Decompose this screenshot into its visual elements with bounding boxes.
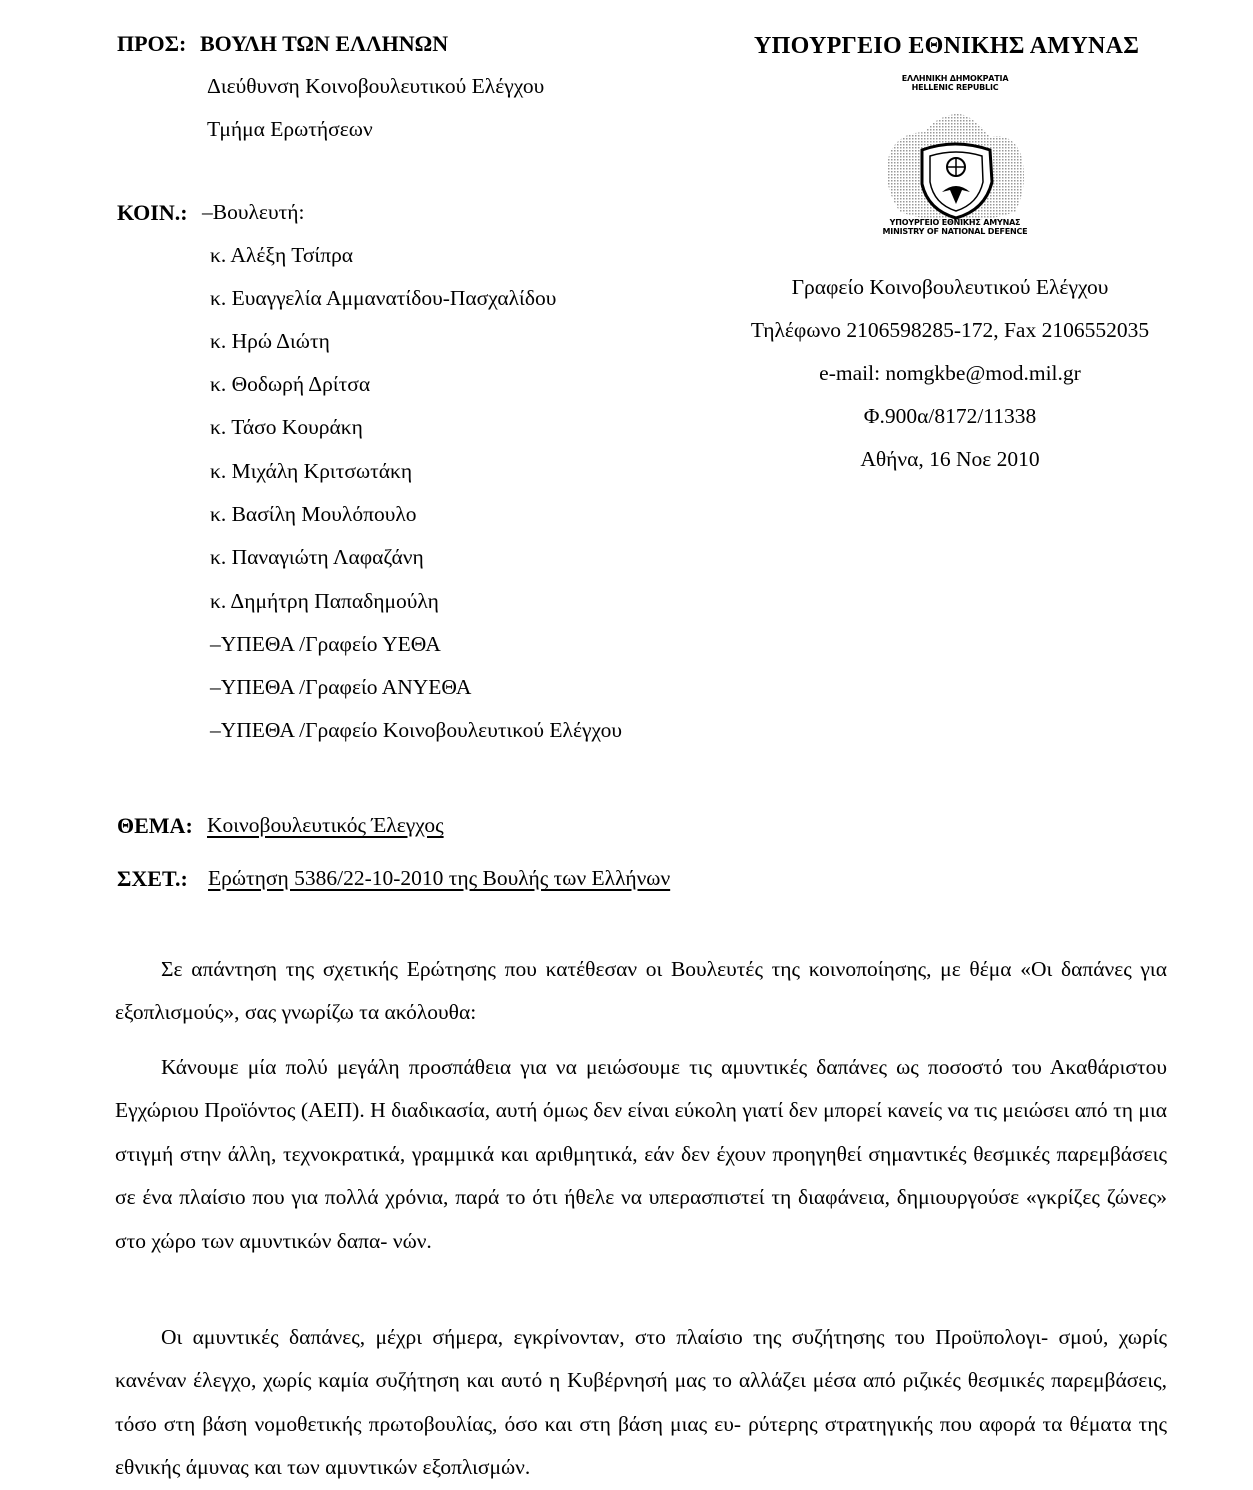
related-label: ΣΧΕΤ.:	[117, 866, 188, 891]
sender-email[interactable]: e-mail: nomgkbe@mod.mil.gr	[819, 361, 1081, 385]
cc-member: κ. Θοδωρή Δρίτσα	[210, 372, 371, 396]
related-value: Ερώτηση 5386/22-10-2010 της Βουλής των Ελλήνων	[208, 866, 671, 890]
cc-member: κ. Αλέξη Τσίπρα	[210, 243, 354, 267]
place-date: Αθήνα, 16 Νοε 2010	[860, 447, 1040, 471]
cc-member: κ. Ευαγγελία Αμμανατίδου-Πασχαλίδου	[210, 286, 557, 310]
sender-office: Γραφείο Κοινοβουλευτικού Ελέγχου	[791, 275, 1109, 299]
logo-caption: ΥΠΟΥΡΓΕΙΟ ΕΘΝΙΚΗΣ ΑΜΥΝΑΣ	[889, 218, 1021, 227]
cc-office: –ΥΠΕΘΑ /Γραφείο ΥΕΘΑ	[210, 632, 441, 656]
cc-member: κ. Βασίλη Μουλόπουλο	[210, 502, 417, 526]
subject-label: ΘΕΜΑ:	[117, 813, 193, 838]
cc-office: –ΥΠΕΘΑ /Γραφείο Κοινοβουλευτικού Ελέγχου	[210, 718, 622, 742]
logo-caption: MINISTRY OF NATIONAL DEFENCE	[882, 227, 1028, 236]
reference-number: Φ.900α/8172/11338	[863, 404, 1037, 428]
recipient-name: ΒΟΥΛΗ ΤΩΝ ΕΛΛΗΝΩΝ	[200, 31, 449, 56]
logo-caption: HELLENIC REPUBLIC	[911, 83, 999, 92]
paragraph-text: Σε απάντηση της σχετικής Ερώτησης που κατέθεσαν οι Βουλευτές της κοινοποίησης, με θέμα «Οι δαπάνες για εξοπλισμούς», σας γνωρίζω τα ακόλουθα:	[115, 957, 1167, 1025]
cc-header: –Βουλευτή:	[202, 200, 305, 224]
cc-member: κ. Ηρώ Διώτη	[210, 329, 330, 353]
body-paragraph	[115, 1316, 1167, 1490]
cc-member: κ. Μιχάλη Κριτσωτάκη	[210, 459, 413, 483]
paragraph-text: Οι αμυντικές δαπάνες, μέχρι σήμερα, εγκρίνονταν, στο πλαίσιο της συζήτησης του Προϋπολογι- σμού, χωρίς κανέναν έλεγχο, χωρίς καμία συζήτηση και αυτό η Κυβέρνησή μας το αλλάζει μέσα από ριζικές θεσμικές παρεμβάσεις, τόσο στη βάση νομοθετικής πρωτοβουλίας, όσο και στη βάση μιας ευ- ρύτερης στρατηγικής που αφορά τα θέματα της εθνικής άμυνας και των αμυντικών εξοπλισμών.	[115, 1325, 1167, 1480]
sender-phone: Τηλέφωνο 2106598285-172, Fax 2106552035	[750, 318, 1150, 342]
shield-icon	[870, 72, 1040, 242]
cc-member: κ. Δημήτρη Παπαδημούλη	[210, 589, 439, 613]
cc-office: –ΥΠΕΘΑ /Γραφείο ΑΝΥΕΘΑ	[210, 675, 472, 699]
body-paragraph	[115, 948, 1167, 1035]
cc-label: ΚΟΙΝ.:	[117, 200, 188, 225]
paragraph-text: Κάνουμε μία πολύ μεγάλη προσπάθεια για να μειώσουμε τις αμυντικές δαπάνες ως ποσοστό του Ακαθάριστου Εγχώριου Προϊόντος (ΑΕΠ). Η διαδικασία, αυτή όμως δεν είναι εύκολη γιατί δεν μπορεί κανείς να τις μειώσει από τη μια στιγμή στην άλλη, τεχνοκρατικά, γραμμικά και αριθμητικά, εάν δεν έχουν προηγηθεί σημαντικές θεσμικές παρεμβάσεις σε ένα πλαίσιο που για πολλά χρόνια, παρά το ότι ήθελε να υπερασπιστεί τη διαφάνεια, δημιουργούσε «γκρίζες ζώνες» στο χώρο των αμυντικών δαπα- νών.	[115, 1055, 1167, 1253]
cc-member: κ. Τάσο Κουράκη	[210, 415, 363, 439]
cc-member: κ. Παναγιώτη Λαφαζάνη	[210, 545, 424, 569]
ministry-emblem-icon	[870, 72, 1040, 242]
recipient-label: ΠΡΟΣ:	[117, 31, 187, 56]
recipient-line: Τμήμα Ερωτήσεων	[207, 117, 373, 141]
logo-caption: ΕΛΛΗΝΙΚΗ ΔΗΜΟΚΡΑΤΙΑ	[901, 74, 1009, 83]
subject-value: Κοινοβουλευτικός Έλεγχος	[207, 813, 444, 837]
recipient-line: Διεύθυνση Κοινοβουλευτικού Ελέγχου	[207, 74, 545, 98]
ministry-title: ΥΠΟΥΡΓΕΙΟ ΕΘΝΙΚΗΣ ΑΜΥΝΑΣ	[754, 33, 1140, 59]
body-paragraph	[115, 1046, 1167, 1263]
